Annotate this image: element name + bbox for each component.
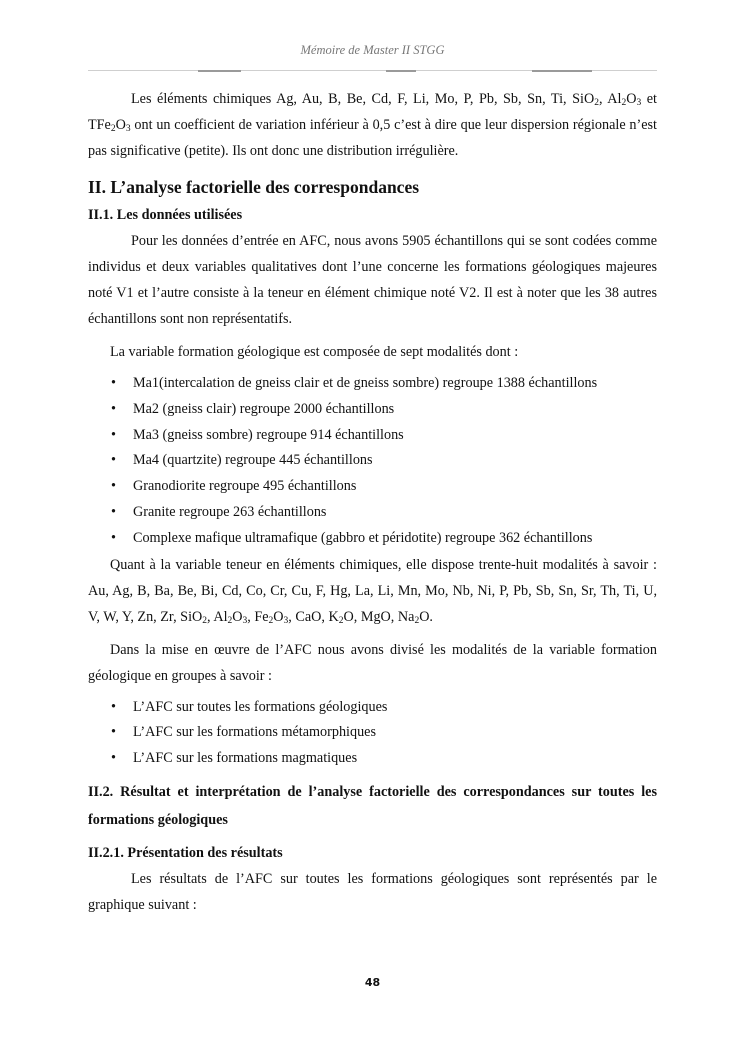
results-paragraph: Les résultats de l’AFC sur toutes les formations géologiques sont représentés par le graphique suivant :: [88, 870, 657, 913]
subsection-heading: II.1. Les données utilisées: [88, 207, 243, 223]
header-divider-mark: [386, 70, 416, 72]
list-item: • L’AFC sur les formations magmatiques: [111, 750, 358, 767]
list-item: • Granite regroupe 263 échantillons: [111, 503, 327, 520]
list-item: • L’AFC sur toutes les formations géologiques: [111, 698, 388, 715]
list-item: • Ma3 (gneiss sombre) regroupe 914 échantillons: [111, 426, 404, 443]
groups-list: [88, 695, 657, 772]
groups-intro: Dans la mise en œuvre de l’AFC nous avons divisé les modalités de la variable formation géologique en groupes à savoir :: [88, 641, 657, 684]
list-item: • Ma1(intercalation de gneiss clair et de gneiss sombre) regroupe 1388 échantillons: [111, 375, 598, 391]
section-heading: II. L’analyse factorielle des correspondances: [88, 177, 420, 197]
list-item: • L’AFC sur les formations métamorphiques: [111, 724, 377, 741]
list-item: • Complexe mafique ultramafique (gabbro et péridotite) regroupe 362 échantillons: [111, 529, 593, 546]
intro-paragraph: Les éléments chimiques Ag, Au, B, Be, Cd, F, Li, Mo, P, Pb, Sb, Sn, Ti, SiO$_2$, $Al_2O_3$ et $TFe_2O_3$ ont un coefficient de variation inférieur à 0,5 c’est à dire que leur dispersion régionale n’est pas significative (petite). Ils ont donc une distribution irrégulière.: [88, 91, 658, 159]
list-item: • Ma4 (quartzite) regroupe 445 échantillons: [111, 452, 373, 469]
page-number: 48: [364, 976, 381, 989]
list-item: • Ma2 (gneiss clair) regroupe 2000 échantillons: [111, 400, 395, 417]
list-item: • Granodiorite regroupe 495 échantillons: [111, 478, 357, 495]
header-divider-mark: [532, 70, 592, 72]
header-divider-mark: [198, 70, 241, 72]
modalities-intro: La variable formation géologique est composée de sept modalités dont :: [110, 344, 519, 360]
elements-paragraph: Quant à la variable teneur en éléments chimiques, elle dispose trente-huit modalités à savoir : Au, Ag, B, Ba, Be, Bi, Cd, Co, Cr, Cu, F, Hg, La, Li, Mn, Mo, Nb, Ni, P, Pb, Sb, Sn, Sr, Th, Ti, U, V, W, Y, Zn, Zr, SiO$_2$, $Al_2O_3$, $Fe_2O_3$, CaO, $K_2O$, MgO, $Na_2O$.: [88, 556, 657, 626]
page-body: [88, 86, 657, 918]
modalities-list: [88, 371, 657, 552]
subsection-heading: II.2. Résultat et interprétation de l’analyse factorielle des correspondances sur toutes les formations géologiques: [88, 783, 657, 828]
subsubsection-heading: II.2.1. Présentation des résultats: [88, 844, 283, 861]
running-header: Mémoire de Master II STGG: [300, 43, 445, 57]
data-paragraph: Pour les données d’entrée en AFC, nous avons 5905 échantillons qui se sont codées comme individus et deux variables qualitatives dont l’une concerne les formations géologiques majeures noté V1 et l’autre consiste à la teneur en élément chimique noté V2. Il est à noter que les 38 autres échantillons sont non représentatifs.: [88, 233, 657, 327]
